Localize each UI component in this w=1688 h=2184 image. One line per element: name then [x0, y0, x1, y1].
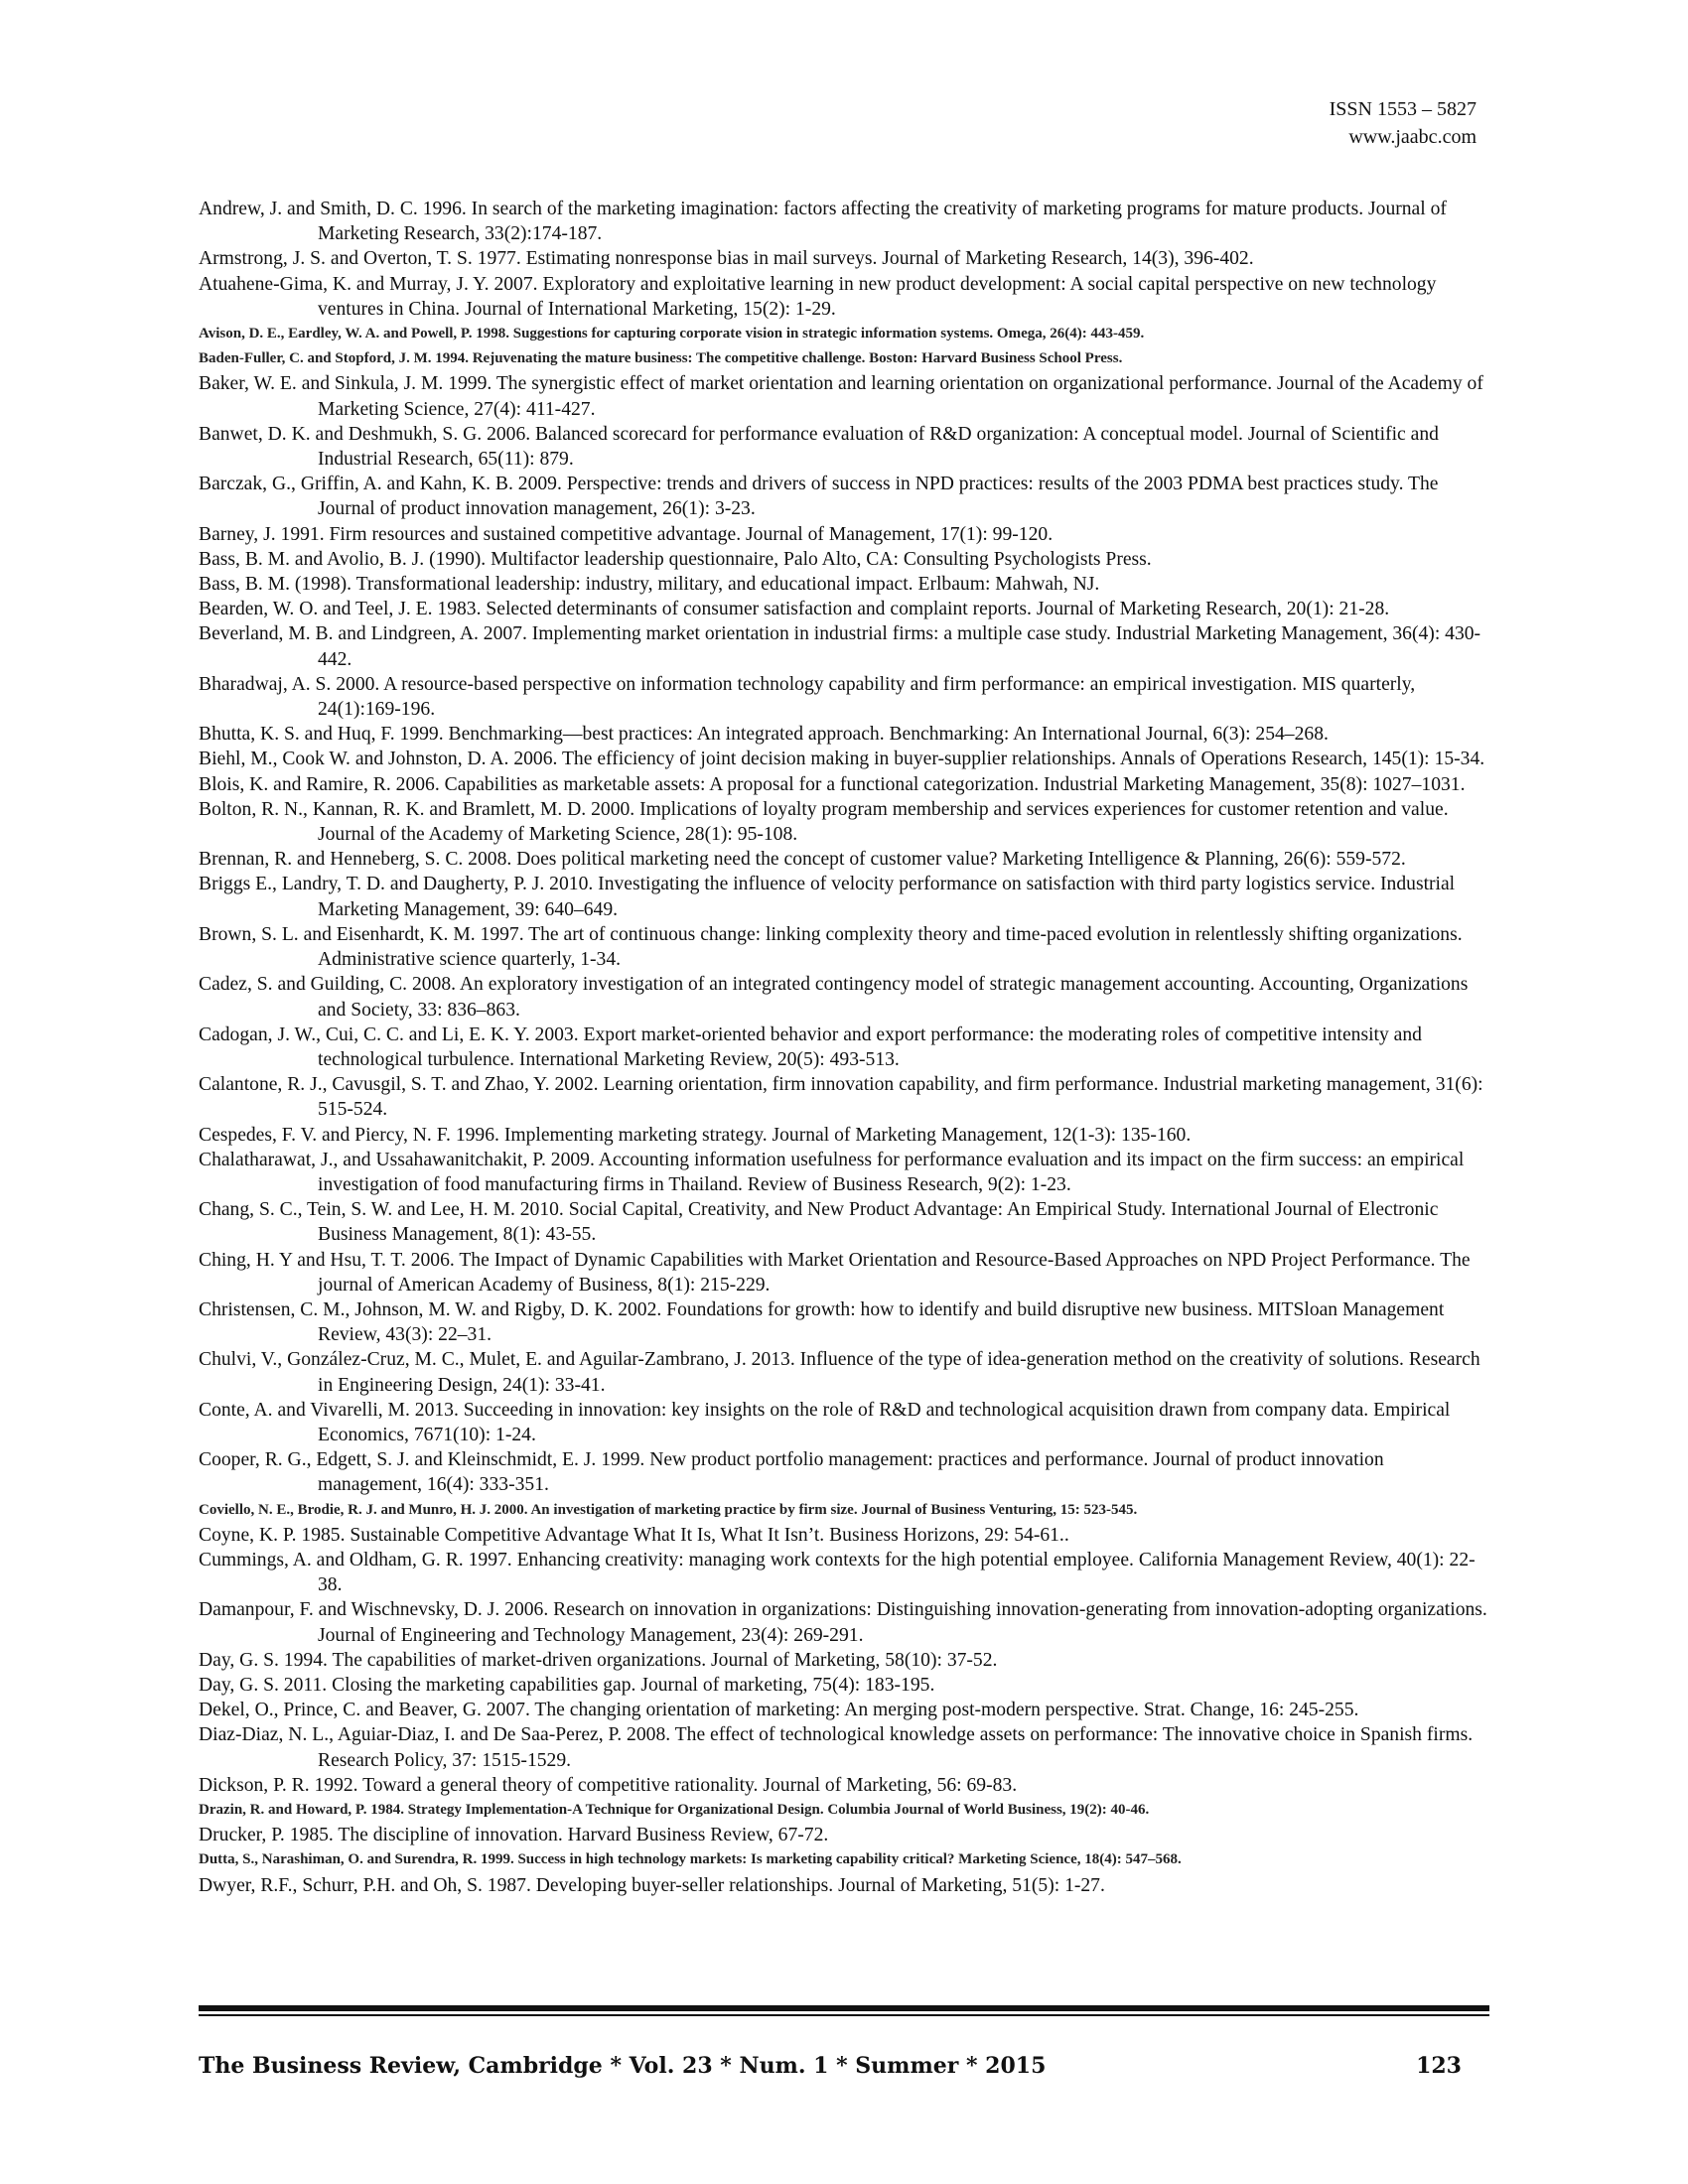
reference-entry: Armstrong, J. S. and Overton, T. S. 1977. Estimating nonresponse bias in mail surveys. Journal of Marketing Research, 14(3), 396-402. [199, 248, 1254, 270]
reference-entry: Briggs E., Landry, T. D. and Daugherty, P. J. 2010. Investigating the influence of velocity performance on satisfaction with third party logistics service. Industrial Marketing Management, 39: 640–649. [199, 874, 1456, 920]
reference-entry: Barney, J. 1991. Firm resources and sustained competitive advantage. Journal of Management, 17(1): 99-120. [199, 523, 1054, 545]
reference-entry: Avison, D. E., Eardley, W. A. and Powell, P. 1998. Suggestions for capturing corporate vision in strategic information systems. Omega, 26(4): 443-459. [199, 326, 1145, 342]
reference-entry: Day, G. S. 2011. Closing the marketing capabilities gap. Journal of marketing, 75(4): 183-195. [199, 1674, 935, 1696]
reference-entry: Coyne, K. P. 1985. Sustainable Competitive Advantage What It Is, What It Isn’t. Business Horizons, 29: 54-61.. [199, 1524, 1069, 1546]
reference-entry: Brown, S. L. and Eisenhardt, K. M. 1997. The art of continuous change: linking complexity theory and time-paced evolution in relentlessly shifting organizations. Administrative science quarterly, 1-34. [199, 923, 1463, 971]
reference-entry: Coviello, N. E., Brodie, R. J. and Munro, H. J. 2000. An investigation of marketing practice by firm size. Journal of Business Venturing, 15: 523-545. [199, 1501, 1138, 1518]
reference-entry: Dekel, O., Prince, C. and Beaver, G. 2007. The changing orientation of marketing: An merging post-modern perspective. Strat. Change, 16: 245-255. [199, 1700, 1359, 1721]
reference-entry: Chalatharawat, J., and Ussahawanitchakit, P. 2009. Accounting information usefulness for performance evaluation and its impact on the firm success: an empirical investigation of food manufacturing firms in Thailand. Review of Business Research, 9(2): 1-23. [199, 1149, 1465, 1195]
reference-entry: Damanpour, F. and Wischnevsky, D. J. 2006. Research on innovation in organizations: Distinguishing innovation-generating from innovation-adopting organizations. Journal of Engineering and Technology Management, 23(4): 269-291. [199, 1599, 1487, 1646]
reference-entry: Conte, A. and Vivarelli, M. 2013. Succeeding in innovation: key insights on the role of R&D and technological acquisition drawn from company data. Empirical Economics, 7671(10): 1-24. [199, 1399, 1451, 1445]
reference-entry: Biehl, M., Cook W. and Johnston, D. A. 2006. The efficiency of joint decision making in buyer-supplier relationships. Annals of Operations Research, 145(1): 15-34. [199, 749, 1485, 770]
reference-entry: Bearden, W. O. and Teel, J. E. 1983. Selected determinants of consumer satisfaction and complaint reports. Journal of Marketing Research, 20(1): 21-28. [199, 599, 1390, 620]
reference-entry: Bharadwaj, A. S. 2000. A resource-based perspective on information technology capability and firm performance: an empirical investigation. MIS quarterly, 24(1):169-196. [199, 673, 1416, 721]
reference-entry: Cadogan, J. W., Cui, C. C. and Li, E. K. Y. 2003. Export market-oriented behavior and export performance: the moderating roles of competitive intensity and technological turbulence. International Marketing Review, 20(5): 493-513. [199, 1024, 1422, 1070]
reference-entry: Calantone, R. J., Cavusgil, S. T. and Zhao, Y. 2002. Learning orientation, firm innovation capability, and firm performance. Industrial marketing management, 31(6): 515-524. [199, 1074, 1483, 1121]
footer-rule-thin [199, 2014, 1489, 2016]
reference-entry: Dickson, P. R. 1992. Toward a general theory of competitive rationality. Journal of Marketing, 56: 69-83. [199, 1774, 1018, 1796]
reference-entry: Cadez, S. and Guilding, C. 2008. An exploratory investigation of an integrated contingency model of strategic management accounting. Accounting, Organizations and Society, 33: 836–863. [199, 974, 1469, 1021]
footer-rule-thick [199, 2005, 1489, 2011]
reference-entry: Dwyer, R.F., Schurr, P.H. and Oh, S. 1987. Developing buyer-seller relationships. Journal of Marketing, 51(5): 1-27. [199, 1874, 1105, 1896]
reference-entry: Bhutta, K. S. and Huq, F. 1999. Benchmarking—best practices: An integrated approach. Benchmarking: An International Journal, 6(3): 254–268. [199, 724, 1329, 746]
reference-entry: Bass, B. M. and Avolio, B. J. (1990). Multifactor leadership questionnaire, Palo Alto, CA: Consulting Psychologists Press. [199, 548, 1152, 570]
reference-list [199, 197, 1489, 1898]
reference-entry: Dutta, S., Narashiman, O. and Surendra, R. 1999. Success in high technology markets: Is marketing capability critical? Marketing Science, 18(4): 547–568. [199, 1851, 1182, 1868]
reference-entry: Beverland, M. B. and Lindgreen, A. 2007. Implementing market orientation in industrial firms: a multiple case study. Industrial Marketing Management, 36(4): 430-442. [199, 623, 1481, 670]
reference-entry: Baker, W. E. and Sinkula, J. M. 1999. The synergistic effect of market orientation and learning orientation on organizational performance. Journal of the Academy of Marketing Science, 27(4): 411-427. [199, 373, 1483, 420]
reference-entry: Baden-Fuller, C. and Stopford, J. M. 1994. Rejuvenating the mature business: The competitive challenge. Boston: Harvard Business School Press. [199, 350, 1123, 367]
reference-entry: Christensen, C. M., Johnson, M. W. and Rigby, D. K. 2002. Foundations for growth: how to identify and build disruptive new business. MITSloan Management Review, 43(3): 22–31. [199, 1298, 1445, 1346]
reference-entry: Banwet, D. K. and Deshmukh, S. G. 2006. Balanced scorecard for performance evaluation of R&D organization: A conceptual model. Journal of Scientific and Industrial Research, 65(11): 879. [199, 423, 1439, 471]
reference-entry: Blois, K. and Ramire, R. 2006. Capabilities as marketable assets: A proposal for a functional categorization. Industrial Marketing Management, 35(8): 1027–1031. [199, 773, 1466, 795]
reference-entry: Drucker, P. 1985. The discipline of innovation. Harvard Business Review, 67-72. [199, 1825, 829, 1846]
page-header [1330, 95, 1477, 151]
reference-entry: Chulvi, V., González-Cruz, M. C., Mulet, E. and Aguilar-Zambrano, J. 2013. Influence of the type of idea-generation method on the creativity of solutions. Research in Engineering Design, 24(1): 33-41. [199, 1349, 1480, 1396]
reference-entry: Drazin, R. and Howard, P. 1984. Strategy Implementation-A Technique for Organizational Design. Columbia Journal of World Business, 19(2): 40-46. [199, 1802, 1150, 1818]
reference-entry: Ching, H. Y and Hsu, T. T. 2006. The Impact of Dynamic Capabilities with Market Orientation and Resource-Based Approaches on NPD Project Performance. The journal of American Academy of Business, 8(1): 215-229. [199, 1249, 1471, 1296]
reference-entry: Atuahene-Gima, K. and Murray, J. Y. 2007. Exploratory and exploitative learning in new product development: A social capital perspective on new technology ventures in China. Journal of International Marketing, 15(2): 1-29. [199, 273, 1437, 320]
reference-entry: Bolton, R. N., Kannan, R. K. and Bramlett, M. D. 2000. Implications of loyalty program membership and services experiences for customer retention and value. Journal of the Academy of Marketing Science, 28(1): 95-108. [199, 798, 1449, 846]
reference-entry: Bass, B. M. (1998). Transformational leadership: industry, military, and educational impact. Erlbaum: Mahwah, NJ. [199, 574, 1100, 596]
footer-journal-title: The Business Review, Cambridge * Vol. 23 * Num. 1 * Summer * 2015 [199, 2053, 1047, 2079]
page-number: 123 [1416, 2053, 1462, 2079]
issn-label: ISSN 1553 – 5827 [1329, 98, 1477, 120]
website-label: www.jaabc.com [1348, 126, 1477, 148]
reference-entry: Day, G. S. 1994. The capabilities of market-driven organizations. Journal of Marketing, 58(10): 37-52. [199, 1649, 998, 1671]
reference-entry: Andrew, J. and Smith, D. C. 1996. In search of the marketing imagination: factors affecting the creativity of marketing programs for mature products. Journal of Marketing Research, 33(2):174-187. [199, 199, 1447, 245]
reference-entry: Chang, S. C., Tein, S. W. and Lee, H. M. 2010. Social Capital, Creativity, and New Product Advantage: An Empirical Study. International Journal of Electronic Business Management, 8(1): 43-55. [199, 1199, 1439, 1246]
reference-entry: Cummings, A. and Oldham, G. R. 1997. Enhancing creativity: managing work contexts for the high potential employee. California Management Review, 40(1): 22-38. [199, 1549, 1476, 1596]
reference-entry: Cooper, R. G., Edgett, S. J. and Kleinschmidt, E. J. 1999. New product portfolio management: practices and performance. Journal of product innovation management, 16(4): 333-351. [199, 1449, 1384, 1496]
reference-entry: Cespedes, F. V. and Piercy, N. F. 1996. Implementing marketing strategy. Journal of Marketing Management, 12(1-3): 135-160. [199, 1124, 1192, 1146]
reference-entry: Diaz-Diaz, N. L., Aguiar-Diaz, I. and De Saa-Perez, P. 2008. The effect of technological knowledge assets on performance: The innovative choice in Spanish firms. Research Policy, 37: 1515-1529. [199, 1724, 1474, 1771]
reference-entry: Barczak, G., Griffin, A. and Kahn, K. B. 2009. Perspective: trends and drivers of success in NPD practices: results of the 2003 PDMA best practices study. The Journal of product innovation management, 26(1): 3-23. [199, 474, 1439, 520]
reference-entry: Brennan, R. and Henneberg, S. C. 2008. Does political marketing need the concept of customer value? Marketing Intelligence & Planning, 26(6): 559-572. [199, 849, 1406, 871]
